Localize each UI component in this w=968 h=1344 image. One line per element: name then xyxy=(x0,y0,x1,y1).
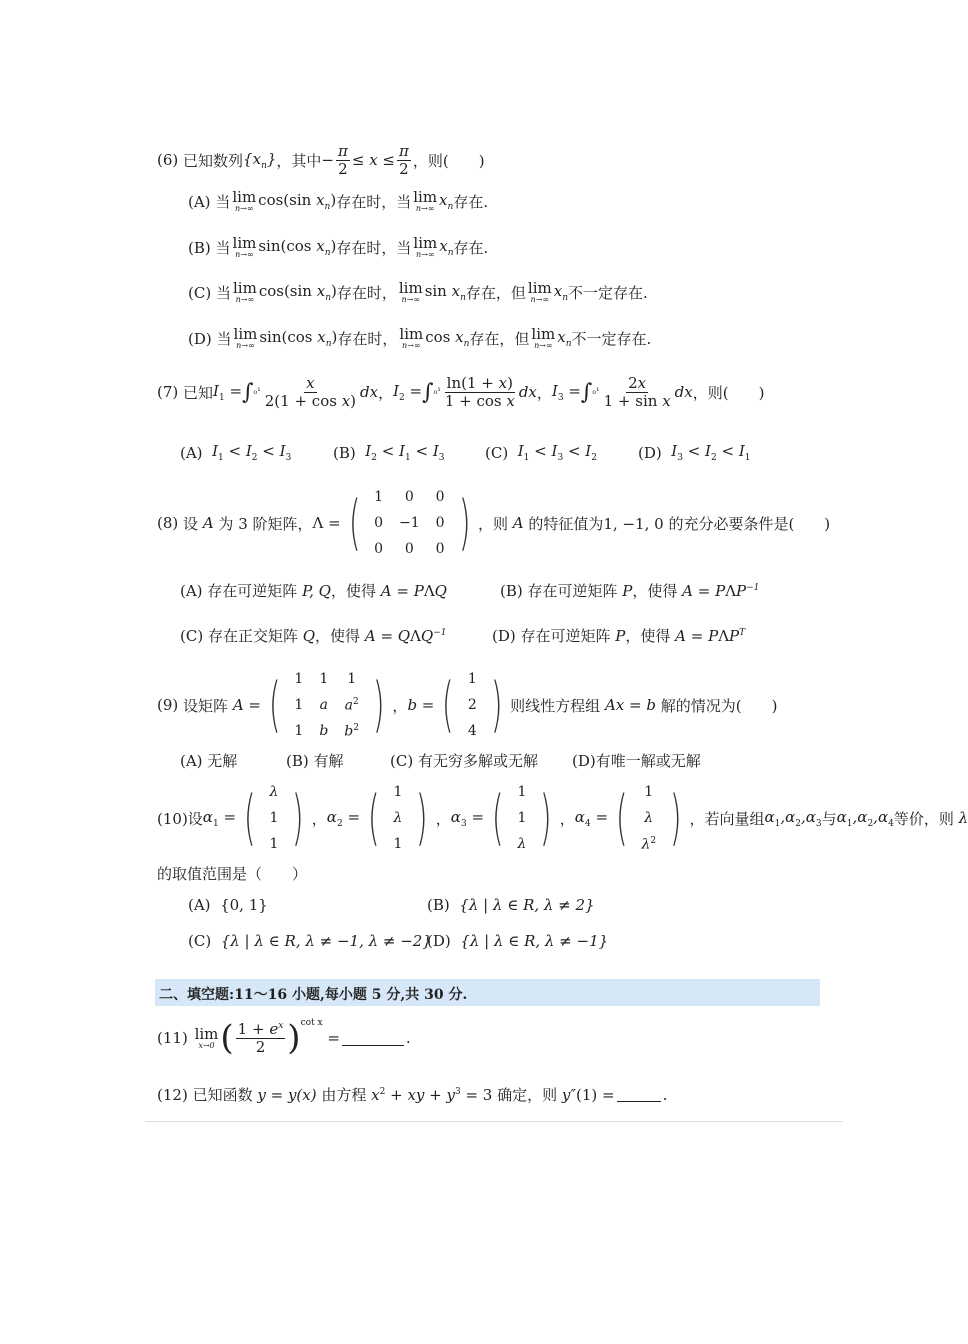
section-2-title: 二、填空题:11～16 小题,每小题 5 分,共 30 分. xyxy=(159,987,468,1003)
q10-option-c[interactable]: (C) {λ | λ ∈ R, λ ≠ −1, λ ≠ −2} xyxy=(188,932,432,950)
q6-stem: (6) 已知数列 $\{x_n\}$ ，其中 − $\frac{\pi}{2}$ ≤ x ≤ $\frac{\pi}{2}$ ，则( ) xyxy=(157,142,485,178)
q8-option-d[interactable]: (D) 存在可逆矩阵 P ，使得 A = P Λ $P^T$ xyxy=(492,626,746,645)
section-2-banner xyxy=(155,979,820,1006)
q9-option-a[interactable]: (A) 无解 xyxy=(180,752,238,770)
q6-option-b[interactable]: (B) 当 lim n→∞ sin(cos $x_n$) 存在时，当 lim n→∞ $x_n$ 存在. xyxy=(188,234,489,259)
q10-option-a[interactable]: (A) {0, 1} xyxy=(188,896,268,914)
q8-option-b[interactable]: (B) 存在可逆矩阵 P ，使得 A = P Λ $P^{-1}$ xyxy=(500,581,760,600)
page-divider xyxy=(145,1121,843,1122)
q8-option-c[interactable]: (C) 存在正交矩阵 Q ，使得 A = Q Λ $Q^{-1}$ xyxy=(180,626,447,645)
vector-b: ( 1 2 4 ) xyxy=(442,670,503,740)
q10-option-b[interactable]: (B) {λ | λ ∈ R, λ ≠ 2} xyxy=(427,896,595,914)
q10-option-d[interactable]: (D) {λ | λ ∈ R, λ ≠ −1} xyxy=(427,932,609,950)
q7-option-a[interactable]: (A) $I_1 < I_2 < I_3$ xyxy=(180,442,292,463)
q9-option-d[interactable]: (D)有唯一解或无解 xyxy=(572,752,701,770)
q6-option-a[interactable]: (A) 当 lim n→∞ cos(sin $x_n$) 存在时，当 lim n→∞ $x_n$ 存在. xyxy=(188,188,489,213)
q7-option-c[interactable]: (C) $I_1 < I_3 < I_2$ xyxy=(485,442,597,463)
q6-option-d[interactable]: (D) 当 lim n→∞ sin(cos $x_n$) 存在时， lim n→∞ $\cos x_n$ 存在，但 lim n→∞ $x_n$ 不一定存在. xyxy=(188,325,652,350)
q7-stem: (7) 已知 $I_1$ = ∫ ₀¹ $\frac{x}{\text{2(1 + cos x)}}$ dx ， $I_2$ = ∫ ₀¹ $\frac{\ln(1 + x)}{\text{1 + cos x}}$ dx ， $I_3$ = ∫ ₀¹ $\frac{2x}{\text{1 + sin x}}$ dx ，则( ) xyxy=(157,374,765,410)
q8-option-a[interactable]: (A) 存在可逆矩阵 P, Q ，使得 A = P Λ Q xyxy=(180,581,447,600)
q12-stem: (12) 已知函数 y = y(x) 由方程 $x^2$ + xy + $y^3$ = 3 确定，则 y″ (1) = . xyxy=(157,1085,668,1104)
matrix-lambda: ( 1 0 0 0 −1 0 0 0 0 ) xyxy=(348,488,471,558)
q10-stem: (10)设 $\alpha_1$ = ( λ 1 1 ) ， $\alpha_2$ = ( 1 λ 1 ) ， $\alpha_3$ = ( 1 1 λ ) ， $\alpha_4$ = ( 1 λ $\lambda^2$ ) ，若向量组 $\alpha_1,\alpha_2,\alpha_3$ 与 $\alpha_1,\alpha_2,\alpha_4$ 等价，则 λ xyxy=(157,783,968,853)
q11-stem: (11) lim x→0 ( $\frac{1 + e^x}{2}$ ) $^{cot x}$ = . xyxy=(157,1018,411,1058)
q6-option-c[interactable]: (C) 当 lim n→∞ cos(sin $x_n$) 存在时， lim n→∞ $\sin x_n$ 存在，但 lim n→∞ $x_n$ 不一定存在. xyxy=(188,279,648,304)
q12-answer-blank[interactable] xyxy=(617,1087,661,1102)
q7-option-d[interactable]: (D) $I_3 < I_2 < I_1$ xyxy=(638,442,751,463)
matrix-a: ( 1 1 1 1 a $a^2$ 1 b $b^2$ ) xyxy=(268,670,385,740)
q9-stem: (9) 设矩阵 A = ( 1 1 1 1 a $a^2$ 1 b $b^2$ ) ， b = ( 1 2 4 ) 则线性方程组 Ax = b 解的情况为( ) xyxy=(157,666,777,744)
q10-line2: 的取值范围是（ ） xyxy=(157,865,308,883)
q8-stem: (8) 设 A 为 3 阶矩阵， Λ = ( 1 0 0 0 −1 0 0 0 0 ) ，则 A 的特征值为1, −1, 0 的充分必要条件是( ) xyxy=(157,484,830,562)
q11-answer-blank[interactable] xyxy=(342,1031,404,1046)
q9-option-c[interactable]: (C) 有无穷多解或无解 xyxy=(390,752,538,770)
q9-option-b[interactable]: (B) 有解 xyxy=(286,752,344,770)
q7-option-b[interactable]: (B) $I_2 < I_1 < I_3$ xyxy=(333,442,445,463)
